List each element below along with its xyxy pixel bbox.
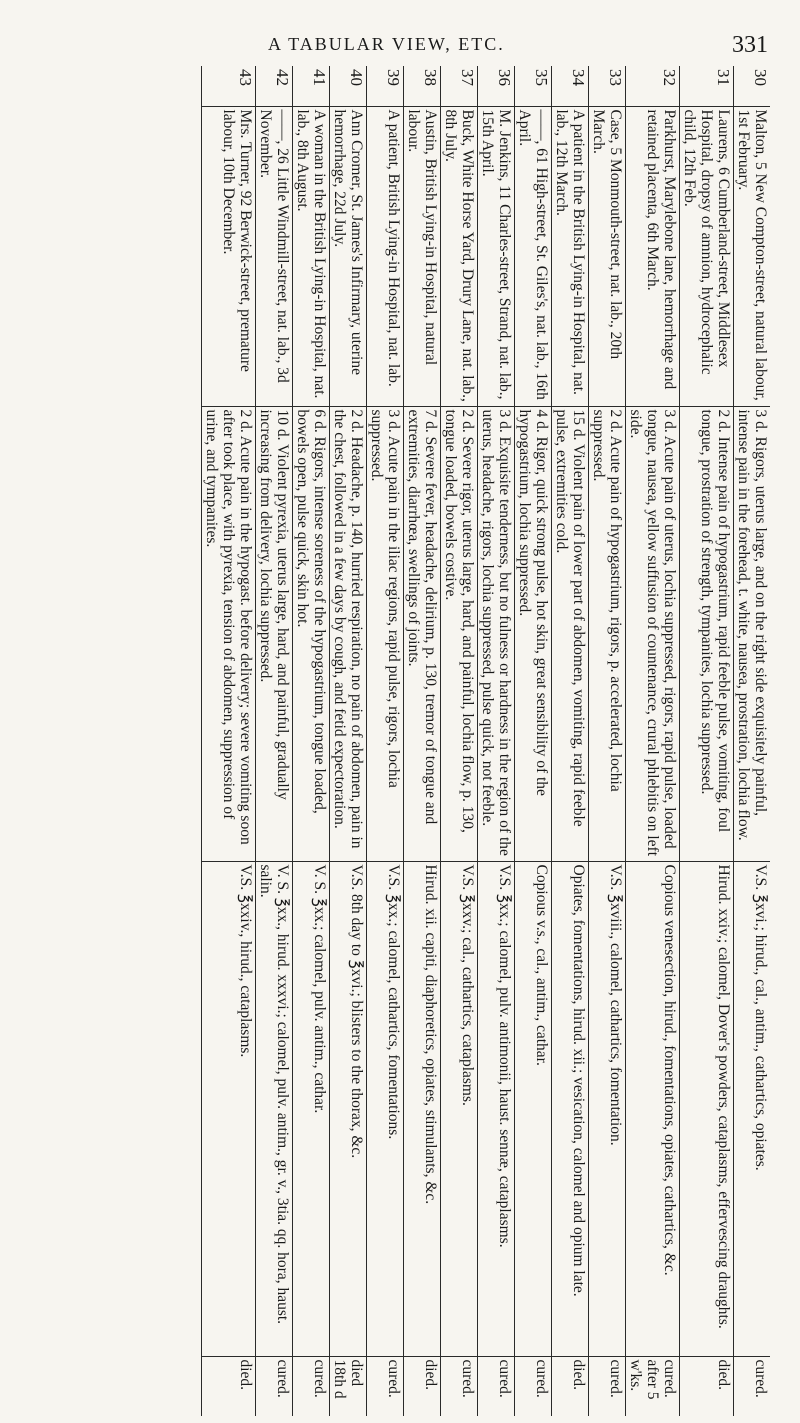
result-cell-text: cured. — [274, 1359, 291, 1398]
treatment-cell — [589, 861, 626, 1356]
result-cell-text: cured. — [311, 1359, 328, 1398]
result-cell-text: died 18th d — [331, 1359, 365, 1399]
result-cell-text: died. — [715, 1359, 732, 1391]
treatment-cell — [734, 861, 771, 1356]
patient-cell-text: A patient, British Lying-in Hospital, nat. lab. — [385, 109, 402, 387]
patient-cell — [367, 106, 404, 406]
table-row — [515, 66, 552, 1416]
case-number-text: 41 — [310, 69, 329, 86]
symptoms-cell-text: 3 d. Rigors, uterus large, and on the right side exquisitely painful, intense pain in the forehead, t. white, nausea, prostration, lochia flow. — [735, 409, 769, 841]
treatment-cell-text: Copious venesection, hirud., fomentations, opiates, cathartics, &c. — [661, 864, 678, 1276]
result-cell-text: cured. — [385, 1359, 402, 1398]
symptoms-cell — [680, 406, 734, 861]
symptoms-cell-text: 2 d. Intense pain of hypogastrium, rapid feeble pulse, vomiting, foul tongue, prostration of strength, tympanites, lochia suppressed. — [698, 409, 732, 833]
patient-cell — [404, 106, 441, 406]
result-cell-text: died. — [422, 1359, 439, 1391]
result-cell — [589, 1356, 626, 1416]
treatment-cell — [680, 861, 734, 1356]
table-row — [734, 66, 771, 1416]
symptoms-cell — [202, 406, 256, 861]
patient-cell-text: Mrs. Turner, 92 Berwick-street, premature labour, 10th December. — [220, 109, 254, 372]
result-cell — [293, 1356, 330, 1416]
case-number — [589, 66, 626, 106]
table-row — [589, 66, 626, 1416]
treatment-cell-text: V.S. ℥xx.; calomel, pulv. antimonii, haust. sennæ, cataplasms. — [496, 864, 513, 1248]
table-row — [330, 66, 367, 1416]
treatment-cell-text: Hirud. xii. capiti, diaphoretics, opiates, stimulants, &c. — [422, 864, 439, 1205]
patient-cell — [478, 106, 515, 406]
result-cell — [202, 1356, 256, 1416]
result-cell — [626, 1356, 680, 1416]
patient-cell — [256, 106, 293, 406]
result-cell-text: died. — [237, 1359, 254, 1391]
symptoms-cell-text: 2 d. Acute pain in the hypogast. before delivery; severe vomiting soon after took place, with pyrexia, tension of abdomen, suppression of urine, and tympanites. — [203, 409, 254, 845]
table-row — [202, 66, 256, 1416]
treatment-cell — [256, 861, 293, 1356]
result-cell-text: cured. — [752, 1359, 769, 1398]
result-cell — [478, 1356, 515, 1416]
table-row — [626, 66, 680, 1416]
result-cell-text: cured. — [607, 1359, 624, 1398]
case-table-body — [202, 66, 771, 1416]
symptoms-cell-text: 3 d. Acute pain of uterus, lochia suppressed, rigors, rapid pulse, loaded tongue, nausea, yellow suffusion of countenance, crural phlebitis on left side. — [627, 409, 678, 857]
case-number-text: 36 — [495, 69, 514, 86]
case-number-text: 37 — [458, 69, 477, 86]
symptoms-cell — [478, 406, 515, 861]
case-number — [202, 66, 256, 106]
case-number — [478, 66, 515, 106]
result-cell — [680, 1356, 734, 1416]
patient-cell — [626, 106, 680, 406]
case-number-text: 40 — [347, 69, 366, 86]
case-number — [626, 66, 680, 106]
table-row — [256, 66, 293, 1416]
table-row — [404, 66, 441, 1416]
treatment-cell-text: V.S. ℥xvi.; hirud., cal., antim., cathartics, opiates. — [752, 864, 769, 1171]
result-cell-text: died. — [570, 1359, 587, 1391]
symptoms-cell — [441, 406, 478, 861]
symptoms-cell-text: 4 d. Rigor, quick strong pulse, hot skin, great sensibility of the hypogastrium, lochia suppressed. — [516, 409, 550, 796]
symptoms-cell-text: 15 d. Violent pain of lower part of abdomen, vomiting, rapid feeble pulse, extremities cold. — [553, 409, 587, 827]
patient-cell — [734, 106, 771, 406]
page-number: 331 — [732, 32, 768, 58]
treatment-cell — [478, 861, 515, 1356]
table-row — [293, 66, 330, 1416]
result-cell — [441, 1356, 478, 1416]
table-row — [552, 66, 589, 1416]
result-cell-text: cured. — [533, 1359, 550, 1398]
patient-cell-text: Malton, 5 New Compton-street, natural labour, 1st February. — [735, 109, 769, 401]
symptoms-cell-text: 2 d. Acute pain of hypogastrium, rigors, p. accelerated, lochia suppressed. — [590, 409, 624, 792]
patient-cell — [552, 106, 589, 406]
patient-cell — [515, 106, 552, 406]
treatment-cell-text: V.S. ℥xx.; calomel, cathartics, fomentations. — [385, 864, 402, 1140]
table-row — [478, 66, 515, 1416]
treatment-cell — [441, 861, 478, 1356]
symptoms-cell-text: 10 d. Violent pyrexia, uterus large, hard, and painful, gradually increasing from delivery, lochia suppressed. — [257, 409, 291, 800]
symptoms-cell-text: 7 d. Severe fever, headache, delirium, p. 130, tremor of tongue and extremities, diarrhœa, swellings of joints. — [405, 409, 439, 825]
case-number — [552, 66, 589, 106]
result-cell-text: cured. — [459, 1359, 476, 1398]
symptoms-cell — [330, 406, 367, 861]
result-cell — [367, 1356, 404, 1416]
result-cell — [552, 1356, 589, 1416]
patient-cell-text: ——, 61 High-street, St. Giles's, nat. lab., 16th April. — [516, 109, 550, 400]
treatment-cell-text: Hirud. xxiv.; calomel, Dover's powders, cataplasms, effervescing draughts. — [715, 864, 732, 1329]
case-number-text: 43 — [236, 69, 255, 86]
treatment-cell-text: V. S. ℥xx., hirud. xxxvi.; calomel, pulv. antim., gr. v., 3tia. qq. hora, haust. salin. — [257, 864, 291, 1325]
case-number — [367, 66, 404, 106]
rotated-table-container — [30, 66, 770, 1416]
patient-cell-text: A woman in the British Lying-in Hospital, nat. lab., 8th August. — [294, 109, 328, 399]
patient-cell — [330, 106, 367, 406]
table-row — [441, 66, 478, 1416]
patient-cell-text: Austin, British Lying-in Hospital, natural labour. — [405, 109, 439, 366]
patient-cell-text: A patient in the British Lying-in Hospital, nat. lab., 12th March. — [553, 109, 587, 395]
case-number — [256, 66, 293, 106]
treatment-cell — [202, 861, 256, 1356]
treatment-cell-text: Opiates, fomentations, hirud. xii.; vesication, calomel and opium late. — [570, 864, 587, 1297]
case-number — [515, 66, 552, 106]
treatment-cell — [515, 861, 552, 1356]
case-number-text: 31 — [714, 69, 733, 86]
treatment-cell — [367, 861, 404, 1356]
treatment-cell-text: Copious v.s., cal., antim., cathar. — [533, 864, 550, 1066]
patient-cell — [293, 106, 330, 406]
symptoms-cell-text: 2 d. Headache, p. 140, hurried respiration, no pain of abdomen, pain in the chest, followed in a few days by cough, and fetid expectoration. — [331, 409, 365, 849]
symptoms-cell — [256, 406, 293, 861]
symptoms-cell — [293, 406, 330, 861]
treatment-cell — [404, 861, 441, 1356]
symptoms-cell-text: 3 d. Acute pain in the iliac regions, rapid pulse, rigors, lochia suppressed. — [368, 409, 402, 788]
treatment-cell-text: V.S. ℥xviii., calomel, cathartics, fomentation. — [607, 864, 624, 1146]
result-cell — [330, 1356, 367, 1416]
case-number — [441, 66, 478, 106]
treatment-cell-text: V. S. ℥xx.; calomel, pulv. antim., cathar. — [311, 864, 328, 1114]
case-number-text: 38 — [421, 69, 440, 86]
case-number-text: 39 — [384, 69, 403, 86]
case-number-text: 33 — [606, 69, 625, 86]
symptoms-cell-text: 6 d. Rigors, intense soreness of the hypogastrium, tongue loaded, bowels open, pulse quick, skin hot. — [294, 409, 328, 814]
case-number — [293, 66, 330, 106]
patient-cell-text: Laurens, 6 Cumberland-street, Middlesex Hospital, dropsy of amnion, hydrocephalic child, 12th Feb. — [681, 109, 732, 375]
case-number — [330, 66, 367, 106]
result-cell — [256, 1356, 293, 1416]
case-number-text: 30 — [751, 69, 770, 86]
symptoms-cell — [367, 406, 404, 861]
patient-cell — [680, 106, 734, 406]
symptoms-cell — [552, 406, 589, 861]
treatment-cell-text: V.S. ℥xxiv., hirud., cataplasms. — [237, 864, 254, 1058]
treatment-cell — [293, 861, 330, 1356]
result-cell — [404, 1356, 441, 1416]
symptoms-cell-text: 2 d. Severe rigor, uterus large, hard, and painful, lochia flow, p. 130, tongue loaded, bowels costive. — [442, 409, 476, 833]
case-number — [680, 66, 734, 106]
treatment-cell — [330, 861, 367, 1356]
case-number-text: 32 — [660, 69, 679, 86]
symptoms-cell — [589, 406, 626, 861]
treatment-cell — [626, 861, 680, 1356]
case-number-text: 42 — [273, 69, 292, 86]
patient-cell-text: M. Jenkins, 11 Charles-street, Strand, nat. lab., 15th April. — [479, 109, 513, 400]
symptoms-cell — [515, 406, 552, 861]
patient-cell-text: ——, 26 Little Windmill-street, nat. lab., 3d November. — [257, 109, 291, 383]
case-number-text: 35 — [532, 69, 551, 86]
symptoms-cell — [404, 406, 441, 861]
symptoms-cell — [626, 406, 680, 861]
case-number — [734, 66, 771, 106]
patient-cell-text: Buck, White Horse Yard, Drury Lane, nat. lab., 8th July. — [442, 109, 476, 402]
patient-cell-text: Parkhurst, Marylebone lane, hemorrhage and retained placenta, 6th March. — [644, 109, 678, 390]
treatment-cell — [552, 861, 589, 1356]
result-cell — [515, 1356, 552, 1416]
running-header — [0, 28, 800, 68]
result-cell — [734, 1356, 771, 1416]
patient-cell — [202, 106, 256, 406]
case-number-text: 34 — [569, 69, 588, 86]
case-number — [404, 66, 441, 106]
running-title: A TABULAR VIEW, ETC. — [268, 34, 505, 54]
table-row — [367, 66, 404, 1416]
treatment-cell-text: V.S. 8th day to ℥xvi.; blisters to the thorax, &c. — [348, 864, 365, 1159]
case-table — [201, 66, 770, 1416]
patient-cell — [589, 106, 626, 406]
symptoms-cell — [734, 406, 771, 861]
patient-cell-text: Ann Cromer, St. James's Infirmary, uterine hemorrhage, 22d July. — [331, 109, 365, 375]
symptoms-cell-text: 3 d. Exquisite tenderness, but no fulness or hardness in the region of the uterus, headache, rigors, lochia suppressed, pulse quick, not feeble. — [479, 409, 513, 856]
result-cell-text: cured. after 5 w'ks. — [627, 1359, 678, 1400]
table-row — [680, 66, 734, 1416]
patient-cell — [441, 106, 478, 406]
patient-cell-text: Case, 5 Monmouth-street, nat. lab., 20th March. — [590, 109, 624, 360]
treatment-cell-text: V.S. ℥xxv.; cal., cathartics, cataplasms. — [459, 864, 476, 1106]
result-cell-text: cured. — [496, 1359, 513, 1398]
